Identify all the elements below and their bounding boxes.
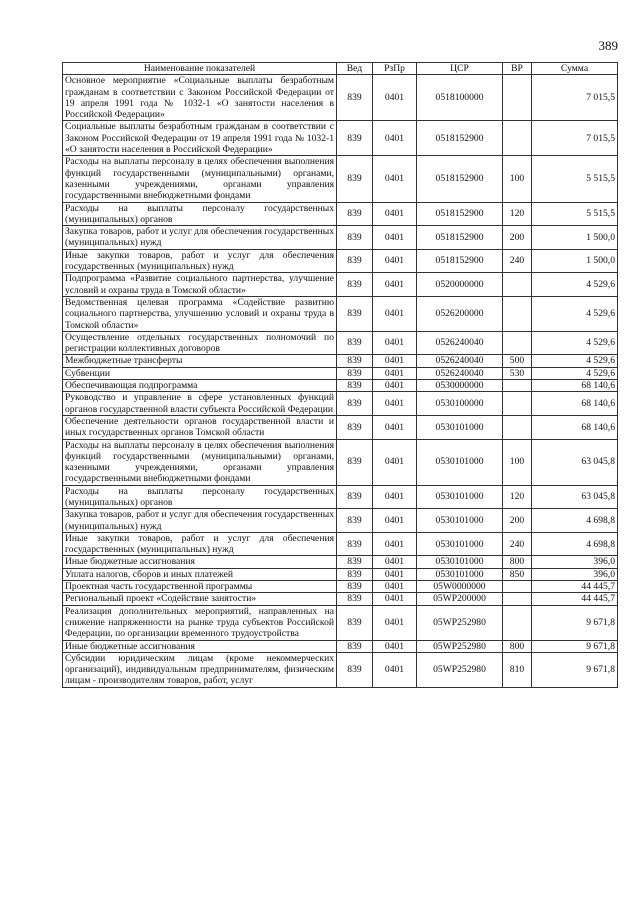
cell-ved: 839 bbox=[337, 605, 373, 640]
table-row bbox=[63, 296, 618, 331]
cell-rzpr: 0401 bbox=[373, 605, 417, 640]
cell-vr bbox=[503, 581, 532, 593]
table-body bbox=[63, 75, 618, 687]
cell-sum: 44 445,7 bbox=[532, 593, 618, 605]
table-row bbox=[63, 605, 618, 640]
table-row bbox=[63, 331, 618, 355]
cell-vr: 800 bbox=[503, 556, 532, 568]
table-row bbox=[63, 581, 618, 593]
cell-rzpr: 0401 bbox=[373, 640, 417, 652]
table-row bbox=[63, 415, 618, 439]
table-row bbox=[63, 249, 618, 273]
cell-ved: 839 bbox=[337, 367, 373, 379]
cell-sum: 4 529,6 bbox=[532, 355, 618, 367]
cell-ved: 839 bbox=[337, 640, 373, 652]
cell-csr: 05W0000000 bbox=[417, 581, 503, 593]
cell-name: Иные закупки товаров, работ и услуг для обеспечения государственных (муниципальных) нужд bbox=[63, 532, 337, 556]
cell-sum: 396,0 bbox=[532, 568, 618, 580]
header-ved: Вед bbox=[337, 63, 373, 75]
cell-sum: 44 445,7 bbox=[532, 581, 618, 593]
cell-csr: 05WP200000 bbox=[417, 593, 503, 605]
table-row bbox=[63, 367, 618, 379]
page-number: 389 bbox=[598, 38, 618, 53]
cell-vr bbox=[503, 380, 532, 392]
table-row bbox=[63, 121, 618, 156]
cell-vr: 100 bbox=[503, 156, 532, 202]
cell-csr: 0518100000 bbox=[417, 75, 503, 121]
cell-rzpr: 0401 bbox=[373, 296, 417, 331]
cell-sum: 4 698,8 bbox=[532, 532, 618, 556]
cell-name: Проектная часть государственной программы bbox=[63, 581, 337, 593]
cell-name: Расходы на выплаты персоналу государственных (муниципальных) органов bbox=[63, 485, 337, 509]
header-vr: ВР bbox=[503, 63, 532, 75]
table-row bbox=[63, 532, 618, 556]
cell-rzpr: 0401 bbox=[373, 593, 417, 605]
cell-vr: 200 bbox=[503, 226, 532, 250]
cell-ved: 839 bbox=[337, 75, 373, 121]
cell-vr: 120 bbox=[503, 485, 532, 509]
cell-vr bbox=[503, 296, 532, 331]
cell-csr: 0530000000 bbox=[417, 380, 503, 392]
cell-sum: 5 515,5 bbox=[532, 156, 618, 202]
table-row bbox=[63, 273, 618, 297]
cell-vr: 240 bbox=[503, 532, 532, 556]
cell-sum: 5 515,5 bbox=[532, 202, 618, 226]
cell-rzpr: 0401 bbox=[373, 75, 417, 121]
cell-vr bbox=[503, 273, 532, 297]
cell-vr: 850 bbox=[503, 568, 532, 580]
cell-ved: 839 bbox=[337, 593, 373, 605]
header-name: Наименование показателей bbox=[63, 63, 337, 75]
table-row bbox=[63, 380, 618, 392]
cell-csr: 0526200000 bbox=[417, 296, 503, 331]
cell-ved: 839 bbox=[337, 380, 373, 392]
header-csr: ЦСР bbox=[417, 63, 503, 75]
cell-csr: 0520000000 bbox=[417, 273, 503, 297]
cell-csr: 0530100000 bbox=[417, 392, 503, 416]
cell-vr bbox=[503, 331, 532, 355]
cell-name: Руководство и управление в сфере установленных функций органов государственной власти субъекта Российской Федерации bbox=[63, 392, 337, 416]
cell-sum: 1 500,0 bbox=[532, 226, 618, 250]
table-row bbox=[63, 226, 618, 250]
cell-vr: 200 bbox=[503, 509, 532, 533]
header-row bbox=[63, 63, 618, 75]
cell-vr bbox=[503, 121, 532, 156]
cell-sum: 63 045,8 bbox=[532, 439, 618, 485]
cell-sum: 4 529,6 bbox=[532, 331, 618, 355]
cell-csr: 05WP252980 bbox=[417, 652, 503, 687]
table-row bbox=[63, 652, 618, 687]
cell-rzpr: 0401 bbox=[373, 367, 417, 379]
cell-csr: 05WP252980 bbox=[417, 640, 503, 652]
cell-ved: 839 bbox=[337, 296, 373, 331]
header-sum: Сумма bbox=[532, 63, 618, 75]
cell-name: Расходы на выплаты персоналу в целях обеспечения выполнения функций государственными (муниципальными) органами, казенными учреждениями, органами управления государственными внебюджетными фондами bbox=[63, 439, 337, 485]
cell-ved: 839 bbox=[337, 485, 373, 509]
cell-vr: 800 bbox=[503, 640, 532, 652]
cell-sum: 9 671,8 bbox=[532, 605, 618, 640]
cell-name: Расходы на выплаты персоналу государственных (муниципальных) органов bbox=[63, 202, 337, 226]
cell-ved: 839 bbox=[337, 331, 373, 355]
cell-rzpr: 0401 bbox=[373, 156, 417, 202]
header-rzpr: РзПр bbox=[373, 63, 417, 75]
table-row bbox=[63, 156, 618, 202]
cell-csr: 0530101000 bbox=[417, 415, 503, 439]
cell-sum: 4 529,6 bbox=[532, 273, 618, 297]
cell-name: Закупка товаров, работ и услуг для обеспечения государственных (муниципальных) нужд bbox=[63, 509, 337, 533]
cell-name: Межбюджетные трансферты bbox=[63, 355, 337, 367]
cell-rzpr: 0401 bbox=[373, 273, 417, 297]
cell-vr: 240 bbox=[503, 249, 532, 273]
cell-ved: 839 bbox=[337, 581, 373, 593]
table-row bbox=[63, 485, 618, 509]
cell-rzpr: 0401 bbox=[373, 249, 417, 273]
table-row bbox=[63, 439, 618, 485]
cell-sum: 68 140,6 bbox=[532, 415, 618, 439]
cell-name: Субсидии юридическим лицам (кроме некоммерческих организаций), индивидуальным предпринимателям, физическим лицам - производителям товаров, работ, услуг bbox=[63, 652, 337, 687]
cell-sum: 4 529,6 bbox=[532, 296, 618, 331]
cell-name: Осуществление отдельных государственных полномочий по регистрации коллективных договоров bbox=[63, 331, 337, 355]
cell-name: Социальные выплаты безработным гражданам в соответствии с Законом Российской Федерации от 19 апреля 1991 года № 1032-1 «О занятости населения в Российской Федерации» bbox=[63, 121, 337, 156]
table-header bbox=[63, 63, 618, 75]
cell-vr bbox=[503, 593, 532, 605]
table-row bbox=[63, 593, 618, 605]
table-row bbox=[63, 202, 618, 226]
cell-rzpr: 0401 bbox=[373, 581, 417, 593]
cell-csr: 0518152900 bbox=[417, 202, 503, 226]
cell-rzpr: 0401 bbox=[373, 439, 417, 485]
cell-name: Ведомственная целевая программа «Содействие развитию социального партнерства, улучшению условий и охраны труда в Томской области» bbox=[63, 296, 337, 331]
cell-rzpr: 0401 bbox=[373, 415, 417, 439]
cell-name: Расходы на выплаты персоналу в целях обеспечения выполнения функций государственными (муниципальными) органами, казенными учреждениями, органами управления государственными внебюджетными фондами bbox=[63, 156, 337, 202]
table-row bbox=[63, 75, 618, 121]
table-row bbox=[63, 355, 618, 367]
cell-name: Закупка товаров, работ и услуг для обеспечения государственных (муниципальных) нужд bbox=[63, 226, 337, 250]
cell-rzpr: 0401 bbox=[373, 532, 417, 556]
cell-name: Региональный проект «Содействие занятости» bbox=[63, 593, 337, 605]
cell-vr: 120 bbox=[503, 202, 532, 226]
cell-vr bbox=[503, 392, 532, 416]
cell-vr: 100 bbox=[503, 439, 532, 485]
cell-rzpr: 0401 bbox=[373, 509, 417, 533]
cell-ved: 839 bbox=[337, 355, 373, 367]
cell-name: Основное мероприятие «Социальные выплаты безработным гражданам в соответствии с Законом Российской Федерации от 19 апреля 1991 года № 1032-1 «О занятости населения в Российской Федерации» bbox=[63, 75, 337, 121]
cell-csr: 0530101000 bbox=[417, 509, 503, 533]
cell-csr: 0526240040 bbox=[417, 367, 503, 379]
cell-csr: 0518152900 bbox=[417, 121, 503, 156]
table-row bbox=[63, 640, 618, 652]
cell-vr bbox=[503, 75, 532, 121]
cell-ved: 839 bbox=[337, 156, 373, 202]
cell-name: Обеспечение деятельности органов государственной власти и иных государственных органов Томской области bbox=[63, 415, 337, 439]
cell-ved: 839 bbox=[337, 226, 373, 250]
cell-name: Реализация дополнительных мероприятий, направленных на снижение напряженности на рынке труда субъектов Российской Федерации, по организации временного трудоустройства bbox=[63, 605, 337, 640]
cell-name: Подпрограмма «Развитие социального партнерства, улучшение условий и охраны труда в Томской области» bbox=[63, 273, 337, 297]
cell-csr: 0530101000 bbox=[417, 532, 503, 556]
cell-csr: 0530101000 bbox=[417, 485, 503, 509]
cell-rzpr: 0401 bbox=[373, 202, 417, 226]
cell-ved: 839 bbox=[337, 392, 373, 416]
table-row bbox=[63, 392, 618, 416]
cell-sum: 4 698,8 bbox=[532, 509, 618, 533]
cell-sum: 9 671,8 bbox=[532, 640, 618, 652]
cell-vr: 500 bbox=[503, 355, 532, 367]
table-row bbox=[63, 556, 618, 568]
cell-sum: 1 500,0 bbox=[532, 249, 618, 273]
table-row bbox=[63, 509, 618, 533]
cell-csr: 0530101000 bbox=[417, 439, 503, 485]
cell-name: Обеспечивающая подпрограмма bbox=[63, 380, 337, 392]
cell-csr: 0526240040 bbox=[417, 331, 503, 355]
cell-csr: 0518152900 bbox=[417, 226, 503, 250]
cell-rzpr: 0401 bbox=[373, 380, 417, 392]
cell-name: Уплата налогов, сборов и иных платежей bbox=[63, 568, 337, 580]
cell-rzpr: 0401 bbox=[373, 556, 417, 568]
cell-vr bbox=[503, 415, 532, 439]
cell-name: Иные бюджетные ассигнования bbox=[63, 556, 337, 568]
cell-sum: 7 015,5 bbox=[532, 75, 618, 121]
cell-name: Субвенции bbox=[63, 367, 337, 379]
cell-csr: 05WP252980 bbox=[417, 605, 503, 640]
budget-table bbox=[62, 62, 618, 688]
cell-name: Иные бюджетные ассигнования bbox=[63, 640, 337, 652]
cell-rzpr: 0401 bbox=[373, 331, 417, 355]
cell-vr bbox=[503, 605, 532, 640]
cell-rzpr: 0401 bbox=[373, 652, 417, 687]
cell-sum: 68 140,6 bbox=[532, 392, 618, 416]
cell-ved: 839 bbox=[337, 509, 373, 533]
cell-csr: 0530101000 bbox=[417, 568, 503, 580]
cell-rzpr: 0401 bbox=[373, 226, 417, 250]
cell-name: Иные закупки товаров, работ и услуг для обеспечения государственных (муниципальных) нужд bbox=[63, 249, 337, 273]
cell-rzpr: 0401 bbox=[373, 355, 417, 367]
cell-sum: 7 015,5 bbox=[532, 121, 618, 156]
cell-ved: 839 bbox=[337, 556, 373, 568]
cell-sum: 396,0 bbox=[532, 556, 618, 568]
cell-sum: 63 045,8 bbox=[532, 485, 618, 509]
cell-ved: 839 bbox=[337, 249, 373, 273]
cell-csr: 0518152900 bbox=[417, 249, 503, 273]
cell-ved: 839 bbox=[337, 202, 373, 226]
cell-rzpr: 0401 bbox=[373, 568, 417, 580]
cell-ved: 839 bbox=[337, 415, 373, 439]
table-row bbox=[63, 568, 618, 580]
cell-csr: 0530101000 bbox=[417, 556, 503, 568]
cell-sum: 4 529,6 bbox=[532, 367, 618, 379]
cell-sum: 68 140,6 bbox=[532, 380, 618, 392]
cell-ved: 839 bbox=[337, 439, 373, 485]
cell-csr: 0526240040 bbox=[417, 355, 503, 367]
cell-ved: 839 bbox=[337, 568, 373, 580]
cell-sum: 9 671,8 bbox=[532, 652, 618, 687]
cell-vr: 810 bbox=[503, 652, 532, 687]
cell-ved: 839 bbox=[337, 532, 373, 556]
cell-vr: 530 bbox=[503, 367, 532, 379]
cell-ved: 839 bbox=[337, 652, 373, 687]
cell-rzpr: 0401 bbox=[373, 485, 417, 509]
cell-ved: 839 bbox=[337, 121, 373, 156]
cell-csr: 0518152900 bbox=[417, 156, 503, 202]
cell-ved: 839 bbox=[337, 273, 373, 297]
cell-rzpr: 0401 bbox=[373, 392, 417, 416]
cell-rzpr: 0401 bbox=[373, 121, 417, 156]
